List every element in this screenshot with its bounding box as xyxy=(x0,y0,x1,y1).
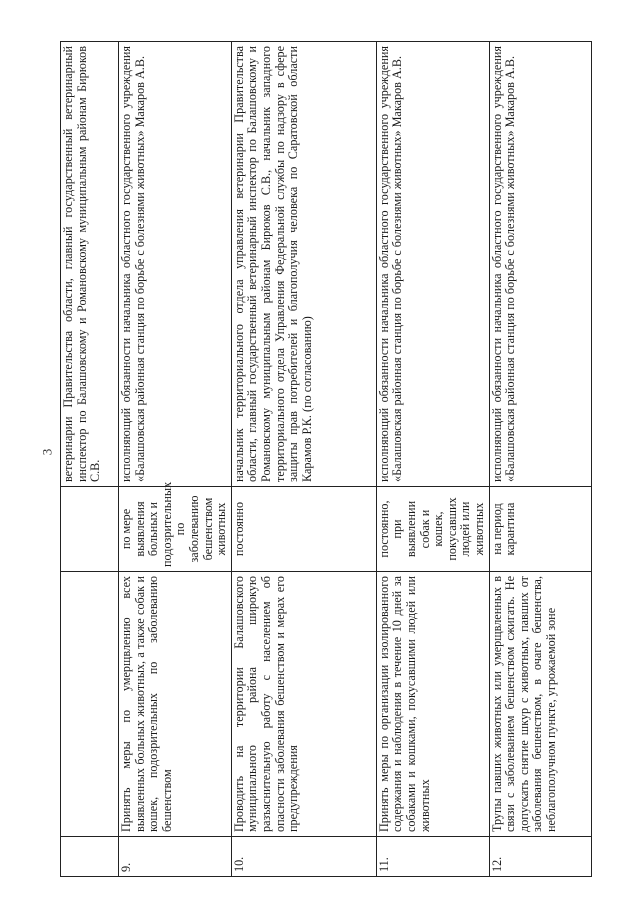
measure-description xyxy=(61,572,119,837)
rotated-page-content xyxy=(60,42,634,877)
responsible-person: ветеринарии Правительства области, главный государственный ветеринарный инспектор по Балашовскому и Романовскому муниципальным районам Бирюков С.В. xyxy=(61,42,119,487)
row-number xyxy=(61,837,119,877)
execution-term: постоянно, при выявлении собак и кошек, покусавших людей или животных xyxy=(376,487,489,572)
table-row xyxy=(376,42,489,877)
responsible-person: начальник территориального отдела управления ветеринарии Правительства области, главный государственный ветеринарный инспектор по Балашовскому и Романовскому муниципальным районам Бирюков С.В., начальник западного территориального отдела Управления Федеральной службы по надзору в сфере защиты прав потребителей и благополучия человека по Саратовской области Карамов Р.К. (по согласованию) xyxy=(231,42,376,487)
row-number: 10. xyxy=(231,837,376,877)
table-row xyxy=(231,42,376,877)
execution-term: постоянно xyxy=(231,487,376,572)
table-row xyxy=(119,42,232,877)
measure-description: Проводить на территории Балашовского муниципального района широкую разъяснительную работу с населением об опасности заболевания бешенством и мерах его предупреждения xyxy=(231,572,376,837)
execution-term: по мере выявления больных и подозрительных по заболеванию бешенством животных xyxy=(119,487,232,572)
responsible-person: исполняющий обязанности начальника областного государственного учреждения «Балашовская районная станция по борьбе с болезнями животных» Макаров А.В. xyxy=(119,42,232,487)
measure-description: Принять меры по умерщвлению всех выявленных больных животных, а также собак и кошек, подозрительных по заболеванию бешенством xyxy=(119,572,232,837)
table-row xyxy=(61,42,119,877)
responsible-person: исполняющий обязанности начальника областного государственного учреждения «Балашовская районная станция по борьбе с болезнями животных» Макаров А.В. xyxy=(489,42,591,487)
row-number: 12. xyxy=(489,837,591,877)
execution-term xyxy=(61,487,119,572)
measures-table xyxy=(60,41,592,877)
table-row xyxy=(489,42,591,877)
row-number: 11. xyxy=(376,837,489,877)
page-number: 3 xyxy=(39,448,55,456)
measure-description: Принять меры по организации изолированного содержания и наблюдения в течение 10 дней за собаками и кошками, покусавшими людей или животных xyxy=(376,572,489,837)
responsible-person: исполняющий обязанности начальника областного государственного учреждения «Балашовская районная станция по борьбе с болезнями животных» Макаров А.В. xyxy=(376,42,489,487)
execution-term: на период карантина xyxy=(489,487,591,572)
row-number: 9. xyxy=(119,837,232,877)
measure-description: Трупы павших животных или умерщвленных в связи с заболеванием бешенством сжигать. Не допускать снятие шкур с животных, павших от заболевания бешенством, в очаге бешенства, неблагополучном пункте, угрожаемой зоне xyxy=(489,572,591,837)
